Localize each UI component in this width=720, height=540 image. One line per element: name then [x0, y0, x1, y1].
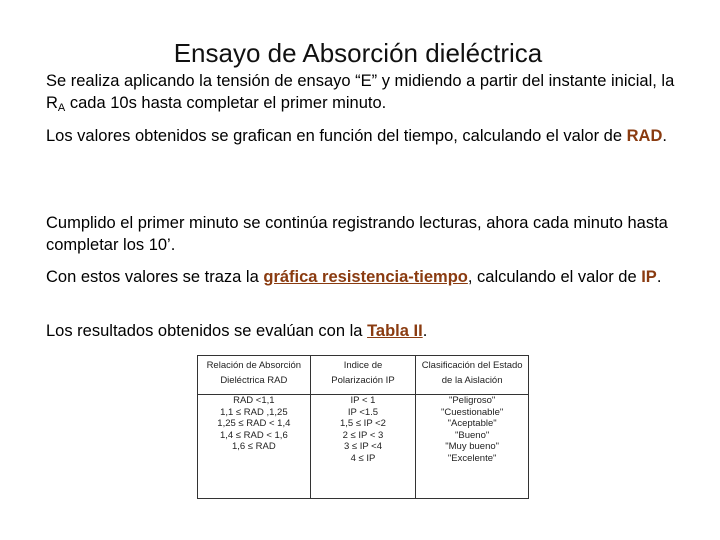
state-value: "Muy bueno" — [445, 441, 500, 453]
ip-value: IP <1.5 — [347, 406, 379, 418]
state-value: "Peligroso" — [448, 395, 496, 406]
p1-pre: Se realiza aplicando la tensión de ensayo “E” y midiendo a partir del instante inicial, la R — [46, 72, 675, 112]
p5-post: . — [422, 322, 428, 340]
rad-value: 1,6 ≤ RAD — [231, 441, 276, 453]
ip-value: 3 ≤ IP <4 — [343, 441, 383, 453]
p2-rad-highlight: RAD — [626, 127, 663, 145]
p4-graph-highlight: gráfica resistencia-tiempo — [263, 268, 468, 286]
classification-table — [197, 355, 529, 499]
state-value: "Excelente" — [447, 452, 497, 464]
rad-value: 1,4 ≤ RAD < 1,6 — [219, 429, 288, 441]
header-ip-line-2: Polarización IP — [331, 375, 395, 386]
p2-pre: Los valores obtenidos se grafican en función del tiempo, calculando el valor de — [46, 127, 627, 145]
header-state-line-1: Clasificación del Estado — [421, 360, 523, 371]
p5-table-highlight: Tabla II — [367, 322, 423, 340]
p4-ip-highlight: IP — [641, 268, 657, 286]
rad-value: 1,1 ≤ RAD ,1,25 — [220, 406, 288, 418]
header-rad-line-1: Relación de Absorción — [206, 360, 302, 371]
p5-pre: Los resultados obtenidos se evalúan con la — [46, 322, 368, 340]
state-value: "Aceptable" — [447, 418, 497, 430]
paragraph-4 — [46, 266, 686, 288]
ip-value: 4 ≤ IP — [350, 452, 376, 464]
header-rad — [198, 356, 310, 395]
table-header-row — [198, 356, 528, 395]
rad-values — [198, 395, 310, 499]
paragraph-2 — [46, 125, 686, 147]
paragraph-3: Cumplido el primer minuto se continúa registrando lecturas, ahora cada minuto hasta completar los 10’. — [46, 214, 668, 254]
header-state-line-2: de la Aislación — [441, 375, 503, 386]
state-value: "Bueno" — [455, 429, 490, 441]
header-ip-line-1: Indice de — [343, 360, 383, 371]
rad-value: 1,25 ≤ RAD < 1,4 — [217, 418, 291, 430]
table-body-row — [198, 395, 528, 499]
state-value: "Cuestionable" — [441, 406, 504, 418]
p4-mid: , calculando el valor de — [467, 268, 642, 286]
ip-value: 1,5 ≤ IP <2 — [339, 418, 386, 430]
rad-value: RAD <1,1 — [233, 395, 275, 406]
p1-sub: A — [57, 102, 66, 114]
ip-value: IP < 1 — [350, 395, 376, 406]
header-ip — [310, 356, 416, 395]
header-state — [416, 356, 528, 395]
ip-value: 2 ≤ IP < 3 — [342, 429, 384, 441]
table-grid — [198, 356, 528, 498]
p2-post: . — [662, 127, 667, 145]
header-rad-line-2: Dieléctrica RAD — [220, 375, 288, 386]
ip-values — [310, 395, 416, 499]
slide-title: Ensayo de Absorción dieléctrica — [173, 38, 543, 68]
paragraph-1 — [46, 70, 686, 114]
state-values — [416, 395, 528, 499]
p4-post: . — [656, 268, 662, 286]
paragraph-5 — [46, 320, 686, 342]
p1-post: cada 10s hasta completar el primer minuto. — [65, 94, 387, 112]
p4-pre: Con estos valores se traza la — [46, 268, 264, 286]
